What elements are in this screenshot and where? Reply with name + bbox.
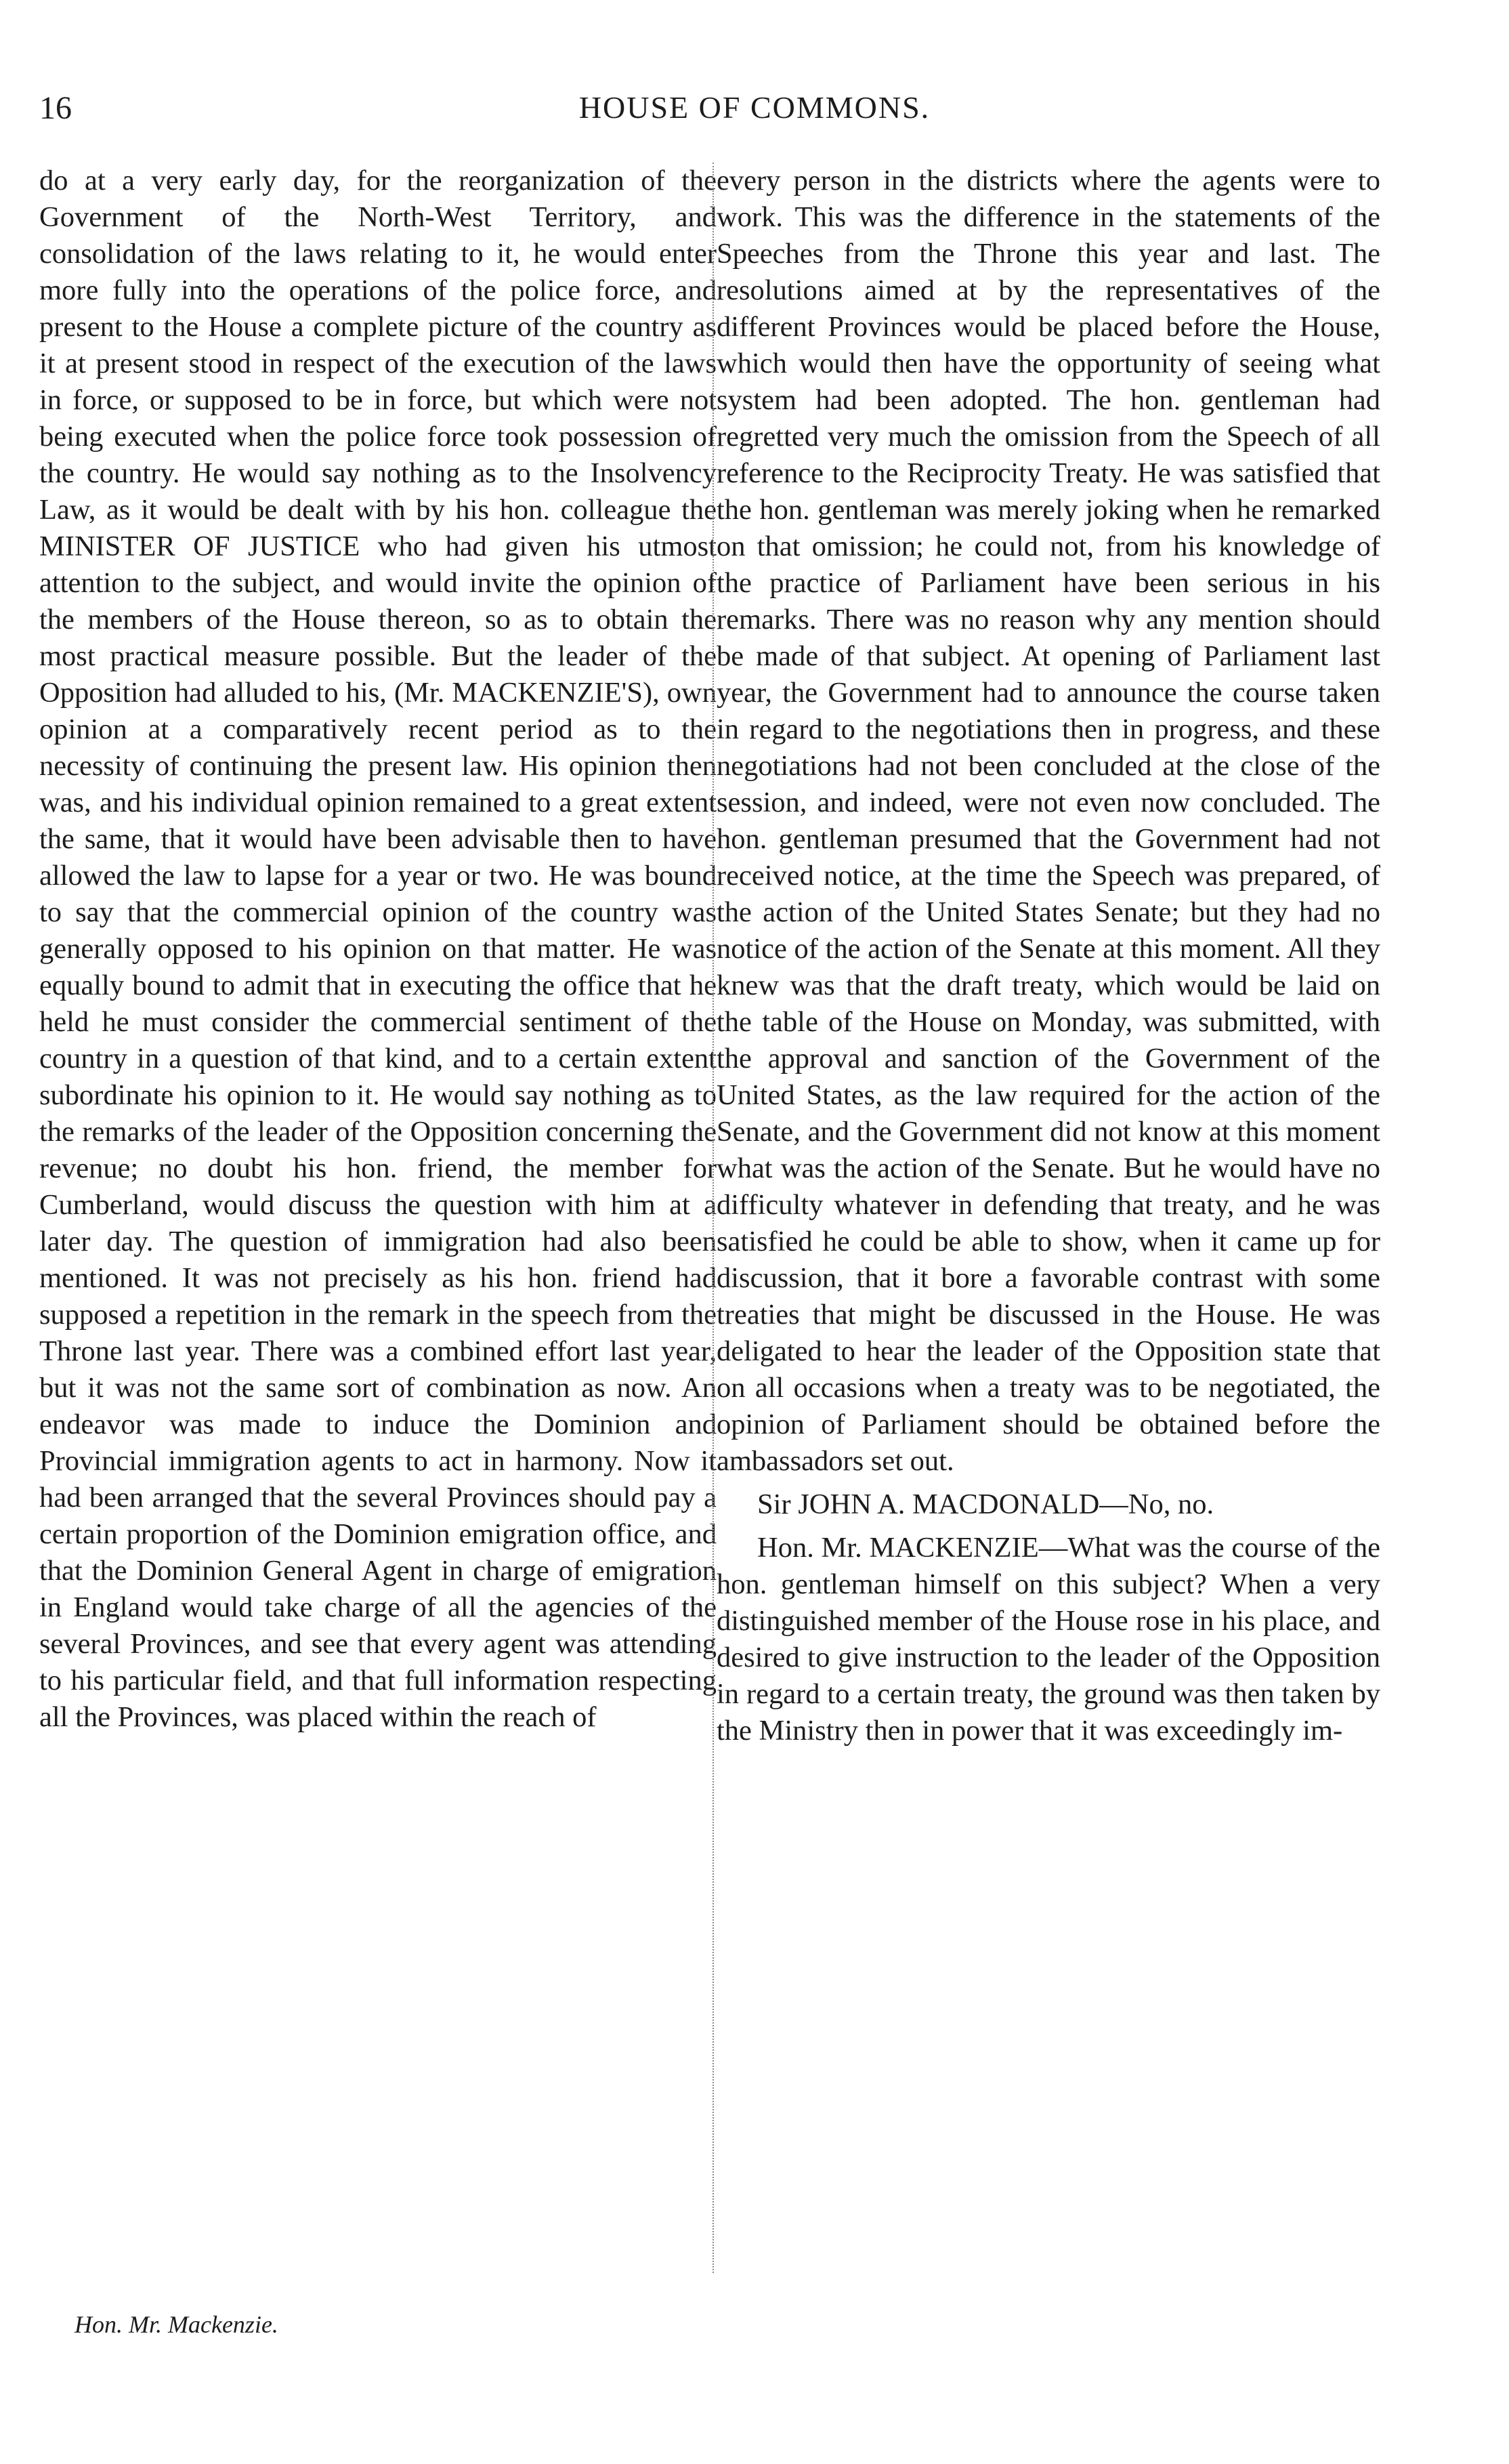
page-number: 16	[39, 90, 72, 126]
column-divider	[713, 163, 714, 2273]
right-paragraph: every person in the districts where the agents were to work. This was the difference in the statements of the Speeches from the Throne this year and last. The resolutions aimed at by the representatives of the different Provinces would be placed before the House, which would then have the opportunity of seeing what system had been adopted. The hon. gentleman had regretted very much the omission from the Speech of all reference to the Reciprocity Treaty. He was satisfied that the hon. gentleman was merely joking when he remarked on that omission; he could not, from his knowledge of the practice of Parliament have been serious in his remarks. There was no reason why any mention should be made of that subject. At opening of Parliament last year, the Government had to announce the course taken in regard to the negotiations then in progress, and these negotiations had not been concluded at the close of the session, and indeed, were not even now concluded. The hon. gentleman presumed that the Government had not received notice, at the time the Speech was prepared, of the action of the United States Senate; but they had no notice of the action of the Senate at this moment. All they knew was that the draft treaty, which would be laid on the table of the House on Monday, was submitted, with the approval and sanction of the Government of the United States, as the law required for the action of the Senate, and the Government did not know at this moment what was the action of the Senate. But he would have no difficulty whatever in defending that treaty, and he was satisfied he could be able to show, when it came up for discussion, that it bore a favorable contrast with some treaties that might be discussed in the House. He was deligated to hear the leader of the Opposition state that on all occasions when a treaty was to be negotiated, the opinion of Parliament should be obtained before the ambassadors set out.	[717, 165, 1380, 1477]
speech-mackenzie: Hon. Mr. MACKENZIE—What was the course of the hon. gentleman himself on this subject? When a very distinguished member of the House rose in his place, and desired to give instruction to the leader of the Opposition in regard to a certain treaty, the ground was then taken by the Ministry then in power that it was exceedingly im-	[717, 1532, 1380, 1747]
speaker-catchword: Hon. Mr. Mackenzie.	[75, 2311, 278, 2338]
right-column	[717, 163, 1380, 1749]
left-paragraph: do at a very early day, for the reorganization of the Government of the North-West Territory, and consolidation of the laws relating to it, he would enter more fully into the operations of the police force, and present to the House a complete picture of the country as it at present stood in respect of the execution of the laws in force, or supposed to be in force, but which were not being executed when the police force took possession of the country. He would say nothing as to the Insolvency Law, as it would be dealt with by his hon. colleague the MINISTER OF JUSTICE who had given his utmost attention to the subject, and would invite the opinion of the members of the House thereon, so as to obtain the most practical measure possible. But the leader of the Opposition had alluded to his, (Mr. MACKENZIE'S), own opinion at a comparatively recent period as to the necessity of continuing the present law. His opinion then was, and his individual opinion remained to a great extent the same, that it would have been advisable then to have allowed the law to lapse for a year or two. He was bound to say that the commercial opinion of the country was generally opposed to his opinion on that matter. He was equally bound to admit that in executing the office that he held he must consider the commercial sentiment of the country in a question of that kind, and to a certain extent subordinate his opinion to it. He would say nothing as to the remarks of the leader of the Opposition concerning the revenue; no doubt his hon. friend, the member for Cumberland, would discuss the question with him at a later day. The question of immigration had also been mentioned. It was not precisely as his hon. friend had supposed a repetition in the remark in the speech from the Throne last year. There was a combined effort last year, but it was not the same sort of combination as now. An endeavor was made to induce the Dominion and Provincial immigration agents to act in harmony. Now it had been arranged that the several Provinces should pay a certain proportion of the Dominion emigration office, and that the Dominion General Agent in charge of emigration in England would take charge of all the agencies of the several Provinces, and see that every agent was attending to his particular field, and that full information respecting all the Provinces, was placed within the reach of	[39, 165, 717, 1733]
running-head-title: HOUSE OF COMMONS.	[578, 90, 931, 125]
interjection-macdonald: Sir JOHN A. MACDONALD—No, no.	[757, 1488, 1214, 1520]
left-column	[39, 163, 717, 1736]
